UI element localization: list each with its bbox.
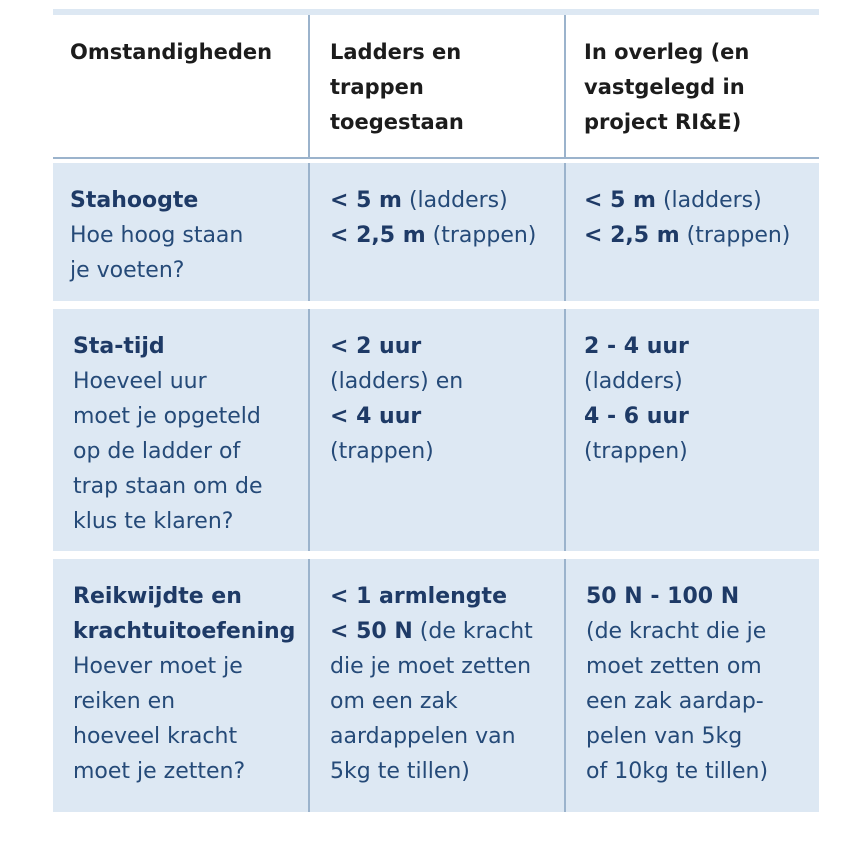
- value-line: [584, 434, 819, 469]
- value-line: [586, 614, 819, 649]
- condition-desc-line: klus te klaren?: [73, 509, 234, 534]
- value-line: [586, 754, 819, 789]
- row-reikwijdte-overleg: [564, 559, 819, 812]
- row-reikwijdte-allowed: [308, 559, 564, 812]
- value-line: [584, 364, 819, 399]
- condition-desc-line: reiken en: [73, 689, 176, 714]
- condition-desc-line: moet je zetten?: [73, 759, 246, 784]
- header-omstandigheden: Omstandigheden: [70, 40, 273, 64]
- condition-title: Stahoogte: [70, 188, 199, 213]
- condition-desc-line: op de ladder of: [73, 439, 241, 464]
- value-bold: < 2 uur: [330, 334, 422, 359]
- value-line: [584, 218, 819, 253]
- value-rest: een zak aardap-: [586, 689, 764, 714]
- value-bold: < 2,5 m: [330, 223, 426, 248]
- value-rest: aardappelen van: [330, 724, 516, 749]
- value-rest: moet zetten om: [586, 654, 762, 679]
- value-rest: (trappen): [425, 223, 537, 248]
- value-rest: of 10kg te tillen): [586, 759, 769, 784]
- value-bold: 4 - 6 uur: [584, 404, 689, 429]
- condition-title: krachtuitoefening: [73, 619, 296, 644]
- value-rest: (ladders): [584, 369, 683, 394]
- value-line: [330, 649, 564, 684]
- header-cell-omstandigheden: [53, 15, 308, 157]
- value-line: [330, 364, 564, 399]
- value-line: [330, 719, 564, 754]
- value-line: [330, 754, 564, 789]
- value-line: [584, 329, 819, 364]
- value-rest: om een zak: [330, 689, 458, 714]
- condition-desc-line: Hoe hoog staan: [70, 223, 244, 248]
- condition-title: Reikwijdte en: [73, 584, 242, 609]
- value-rest: (ladders): [655, 188, 762, 213]
- value-line: [330, 579, 564, 614]
- value-line: [586, 649, 819, 684]
- value-line: [330, 434, 564, 469]
- value-bold: 2 - 4 uur: [584, 334, 689, 359]
- value-bold: < 4 uur: [330, 404, 422, 429]
- row-stahoogte-condition: [53, 163, 308, 301]
- value-bold: < 5 m: [330, 188, 402, 213]
- value-line: [330, 684, 564, 719]
- row-stahoogte-allowed: [308, 163, 564, 301]
- value-line: [330, 218, 564, 253]
- condition-desc-line: je voeten?: [70, 258, 185, 283]
- conditions-table: [53, 9, 819, 812]
- header-cell-in-overleg: [564, 15, 819, 157]
- value-bold: < 50 N: [330, 619, 413, 644]
- value-rest: pelen van 5kg: [586, 724, 743, 749]
- value-rest: (ladders): [401, 188, 508, 213]
- condition-desc-line: hoeveel kracht: [73, 724, 238, 749]
- header-divider: [53, 157, 819, 159]
- header-cell-toegestaan: [308, 15, 564, 157]
- row-reikwijdte-condition: [53, 559, 308, 812]
- table-row-sta-tijd: [53, 309, 819, 551]
- row-sta-tijd-overleg: [564, 309, 819, 551]
- value-line: [586, 579, 819, 614]
- value-bold: < 5 m: [584, 188, 656, 213]
- value-rest: (ladders) en: [330, 369, 464, 394]
- value-rest: 5kg te tillen): [330, 759, 470, 784]
- value-bold: < 2,5 m: [584, 223, 680, 248]
- value-line: [584, 399, 819, 434]
- condition-desc-line: Hoever moet je: [73, 654, 243, 679]
- condition-desc-line: trap staan om de: [73, 474, 263, 499]
- value-bold: 50 N - 100 N: [586, 584, 740, 609]
- table-row-reikwijdte: [53, 559, 819, 812]
- value-line: [330, 329, 564, 364]
- value-rest: (trappen): [679, 223, 791, 248]
- row-sta-tijd-condition: [53, 309, 308, 551]
- value-rest: (de kracht: [412, 619, 533, 644]
- condition-desc-line: Hoeveel uur: [73, 369, 207, 394]
- value-rest: (trappen): [584, 439, 688, 464]
- table-row-stahoogte: [53, 163, 819, 301]
- row-stahoogte-overleg: [564, 163, 819, 301]
- value-line: [586, 719, 819, 754]
- header-in-overleg: In overleg (en vastgelegd in project RI&E): [584, 40, 750, 134]
- value-line: [584, 183, 819, 218]
- value-bold: < 1 armlengte: [330, 584, 507, 609]
- value-rest: die je moet zetten: [330, 654, 532, 679]
- row-sta-tijd-allowed: [308, 309, 564, 551]
- value-line: [330, 399, 564, 434]
- value-rest: (de kracht die je: [586, 619, 767, 644]
- value-line: [330, 614, 564, 649]
- value-line: [330, 183, 564, 218]
- value-line: [586, 684, 819, 719]
- header-ladders-toegestaan: Ladders en trappen toegestaan: [330, 40, 464, 134]
- value-rest: (trappen): [330, 439, 434, 464]
- table-header-row: [53, 15, 819, 157]
- condition-desc-line: moet je opgeteld: [73, 404, 261, 429]
- condition-title: Sta-tijd: [73, 334, 165, 359]
